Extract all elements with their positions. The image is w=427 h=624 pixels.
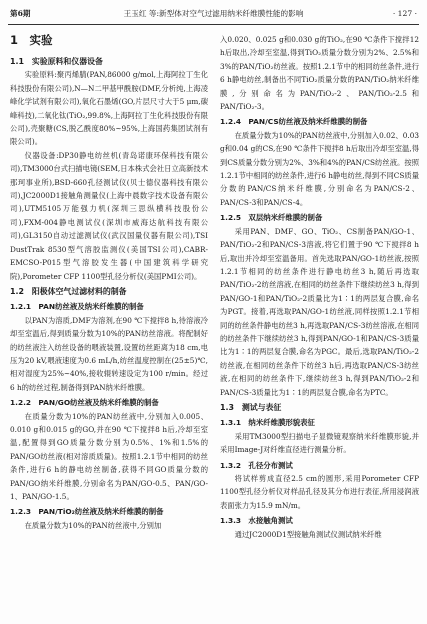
- heading-1-2-2: 1.2.2 PAN/GO纺丝液及纳米纤维膜的制备: [10, 398, 159, 408]
- running-header: [8, 4, 419, 25]
- paragraph-materials: 实验原料:聚丙烯腈(PAN,86000 g/mol,上海阿拉丁生化科技股份有限公司),N—N二甲基甲酰胺(DMF,分析纯,上海凌峰化学试剂有限公司),氧化石墨烯(GO,片层尺寸大于5 μm,碳峰科技),二氧化钛(TiO₂,99.8%,上海阿拉丁生化科技股份有限公司),壳聚糖(CS,脱乙酰度80%~95%,上海国药集团试剂有限公司)。: [10, 70, 208, 147]
- heading-1-3: 1.3 测试与表征: [220, 402, 282, 412]
- paragraph-bilayer-prep: 采用PAN、DMF、GO、TiO₂、CS制备PAN/GO-1、PAN/TiO₂-2和PAN/CS-3溶液,将它们置于90 ℃下搅拌8 h后,取出并冷却至室温备用。首先选取PAN/GO-1纺丝液,按照1.2.1节相同的纺丝条件进行静电纺丝3 h,随后再选取PAN/TiO₂-2纺丝溶液,在相同的纺丝条件下继续纺丝3 h,得到PAN/GO-1和PAN/TiO₂-2质量比为1∶1的两层复合膜,命名为PGT。接着,再选取PAN/GO-1纺丝液,同样按照1.2.1节相同的纺丝条件静电纺丝3 h,再选取PAN/CS-3纺丝溶液,在相同的纺丝条件下继续纺丝3 h,得到PAN/GO-1和PAN/CS-3质量比为1∶1的两层复合膜,命名为PGC。最后,选取PAN/TiO₂-2纺丝液,在相同纺丝条件下纺丝3 h后,再选取PAN/CS-3纺丝液,在相同的纺丝条件下,继续纺丝3 h,得到PAN/TiO₂-2和PAN/CS-3质量比为1∶1的两层复合膜,命名为PTC。: [220, 226, 419, 397]
- paragraph-equipment: 仪器设备:DP30静电纺丝机(青岛诺康环保科技有限公司),TM3000台式扫描电镜(SEM,日本株式会社日立高新技术那珂事业所),BSD-660孔径测试仪(贝士德仪器科技有限公司),JC2000D1接触角测量仪(上海中晨数字技术设备有限公司),UTM5105万能强力机(深圳三思纵横科技股份公司),FXM-004静电测试仪(深圳市威海达航科技有限公司),GL3150自动过滤测试仪(武汉国量仪器有限公司),TSI DustTrak 8530型气溶胶监测仪(美国TSI公司),CABR-EMCSO-P015型气溶胶发生器(中国建筑科学研究院),Porometer CFP 1100型孔径分析仪(美国PMI公司)。: [10, 150, 208, 281]
- heading-1-2-1: 1.2.1 PAN纺丝液及纳米纤维膜的制备: [10, 302, 144, 312]
- paragraph-contact-angle: 通过JC2000D1型接触角测试仪测试纳米纤维: [234, 529, 382, 539]
- page-number: · 127 ·: [392, 9, 417, 18]
- right-column: [220, 33, 419, 541]
- heading-1-3-2: 1.3.2 孔径分布测试: [220, 460, 293, 470]
- paragraph-pan-prep: 以PAN为溶质,DMF为溶剂,在90 ℃下搅拌8 h,待溶液冷却至室温后,得到质量分数为10%的PAN纺丝溶液。将配制好的纺丝液注入纺丝设备的喂液装置,设置纺丝距离为18 cm,电压为20 kV,喂液速度为0.6 mL/h,纺丝温度控制在(25±5)℃,相对湿度为25%~40%,接收辊转速设定为100 r/min。经过6 h的纺丝过程,制备得到PAN纳米纤维膜。: [10, 315, 208, 392]
- heading-1-3-3: 1.3.3 水接触角测试: [220, 516, 293, 526]
- issue-number: 第6期: [10, 9, 31, 18]
- left-column: [10, 33, 208, 532]
- heading-1-2-3: 1.2.3 PAN/TiO₂纺丝液及纳米纤维膜的制备: [10, 507, 164, 517]
- paragraph-pan-go-prep: 在质量分数为10%的PAN纺丝液中,分别加入0.005、0.010 g和0.015 g的GO,并在90 ℃下搅拌8 h后,冷却至室温,配置得到GO质量分数分别为0.5%、1%和1.5%的PAN/GO纺丝液(相对溶质质量)。按照1.2.1节中相同的纺丝条件,进行6 h的静电纺丝制备,获得不同GO质量分数的PAN/GO纳米纤维膜,分别命名为PAN/GO-0.5、PAN/GO-1、PAN/GO-1.5。: [10, 411, 208, 501]
- paragraph-pan-tio2-cont: 入0.020、0.025 g和0.030 g的TiO₂,在90 ℃条件下搅拌12 h后取出,冷却至室温,得到TiO₂质量分数分别为2%、2.5%和3%的PAN/TiO₂纺丝液。按照1.2.1节中的相同纺丝条件,进行6 h静电纺丝,制备出不同TiO₂质量分数的PAN/TiO₂纳米纤维膜,分别命名为PAN/TiO₂-2、PAN/TiO₂-2.5和PAN/TiO₂-3。: [220, 35, 419, 112]
- paragraph-pan-tio2-start: 在质量分数为10%的PAN纺丝液中,分别加: [24, 520, 162, 530]
- heading-1-2-4: 1.2.4 PAN/CS纺丝液及纳米纤维膜的制备: [220, 117, 368, 127]
- running-title: 王玉红 等:新型体对空气过滤用纳米纤维膜性能的影响: [123, 9, 304, 18]
- heading-1-2-5: 1.2.5 双层纳米纤维膜的制备: [220, 213, 323, 223]
- paragraph-pan-cs-prep: 在质量分数为10%的PAN纺丝液中,分别加入0.02、0.03 g和0.04 g的CS,在90 ℃条件下搅拌8 h后取出冷却至室温,得到CS质量分数分别为2%、3%和4%的PAN/CS纺丝液。按照1.2.1节中相同的纺丝条件,进行6 h静电纺丝,得到不同CS质量分数的PAN/CS纳米纤维膜,分别命名为PAN/CS-2、PAN/CS-3和PAN/CS-4。: [220, 130, 419, 207]
- paragraph-morphology: 采用TM3000型扫描电子显微镜观察纳米纤维膜形貌,并采用Image-J对纤维直径进行测量分析。: [220, 431, 419, 455]
- section-title-experiment: 1 实验: [10, 33, 53, 47]
- paragraph-pore-size: 将试样剪成直径2.5 cm的圆形,采用Porometer CFP 1100型孔径分析仪对样品孔径及其分布进行表征,所用浸润液表面张力为15.9 mN/m。: [220, 474, 419, 510]
- heading-1-1: 1.1 实验原料和仪器设备: [10, 57, 103, 66]
- heading-1-3-1: 1.3.1 纳米纤维膜形貌表征: [220, 418, 315, 428]
- heading-1-2: 1.2 阳极体空气过滤材料的制备: [10, 286, 127, 296]
